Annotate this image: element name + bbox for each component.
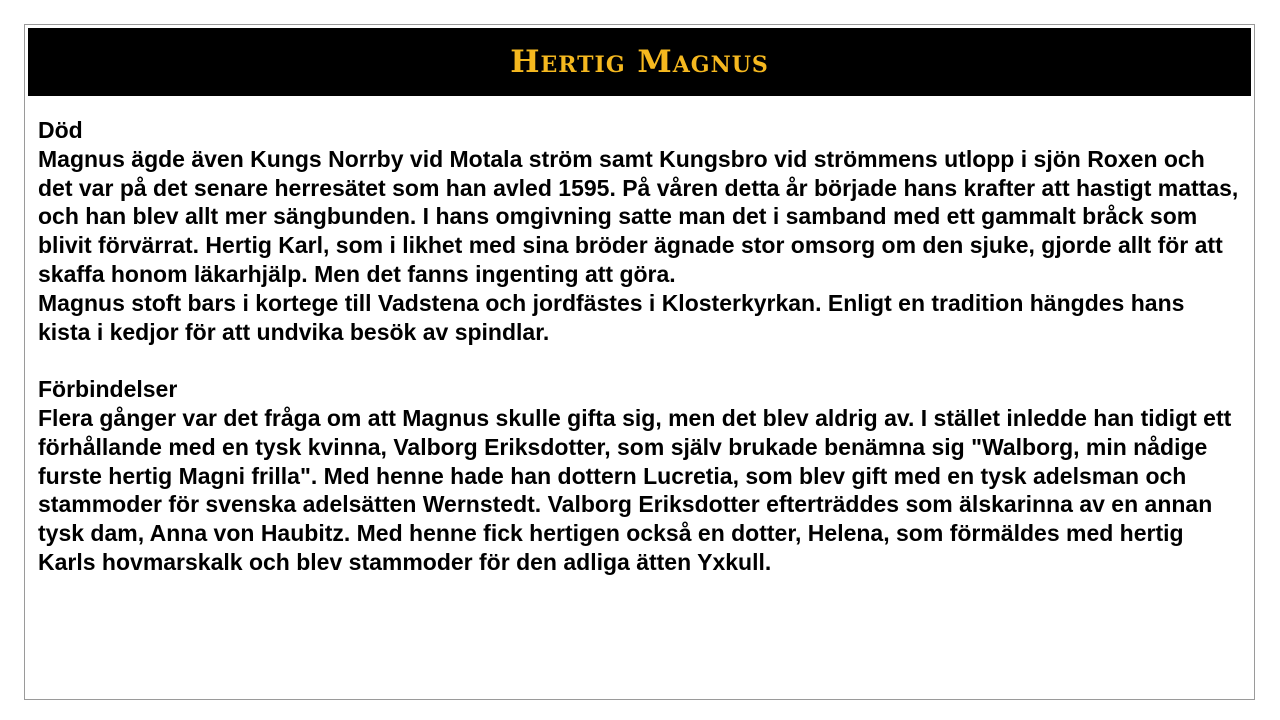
slide	[24, 24, 1255, 700]
slide-title: Hertig Magnus	[510, 43, 769, 80]
section-spacer	[38, 346, 1243, 375]
section-heading-dod: Död	[38, 117, 83, 143]
paragraph-dod-1: Magnus ägde även Kungs Norrby vid Motala ström samt Kungsbro vid strömmens utlopp i sjön Roxen och det var på det senare herresätet som han avled 1595. På våren detta år började hans krafter att hastigt mattas, och han blev allt mer sängbunden. I hans omgivning satte man det i samband med ett gammalt bråck som blivit förvärrat. Hertig Karl, som i likhet med sina bröder ägnade stor omsorg om den sjuke, gjorde allt för att skaffa honom läkarhjälp. Men det fanns ingenting att göra.	[38, 145, 1239, 287]
paragraph-dod-2: Magnus stoft bars i kortege till Vadstena och jordfästes i Klosterkyrkan. Enligt en tradition hängdes hans kista i kedjor för att undvika besök av spindlar.	[38, 289, 1185, 345]
section-heading-forbindelser: Förbindelser	[38, 376, 178, 403]
paragraph-forbindelser-1: Flera gånger var det fråga om att Magnus skulle gifta sig, men det blev aldrig av. I stället inledde han tidigt ett förhållande med en tysk kvinna, Valborg Eriksdotter, som själv brukade benämna sig "Walborg, min nådige furste hertig Magni frilla". Med henne hade han dottern Lucretia, som blev gift med en tysk adelsman och stammoder för svenska adelsätten Wernstedt. Valborg Eriksdotter efterträddes som älskarinna av en annan tysk dam, Anna von Haubitz. Med henne fick hertigen också en dotter, Helena, som förmäldes med hertig Karls hovmarskalk och blev stammoder för den adliga ätten Yxkull.	[38, 404, 1232, 575]
title-bar	[28, 28, 1251, 96]
slide-body	[38, 116, 1243, 577]
